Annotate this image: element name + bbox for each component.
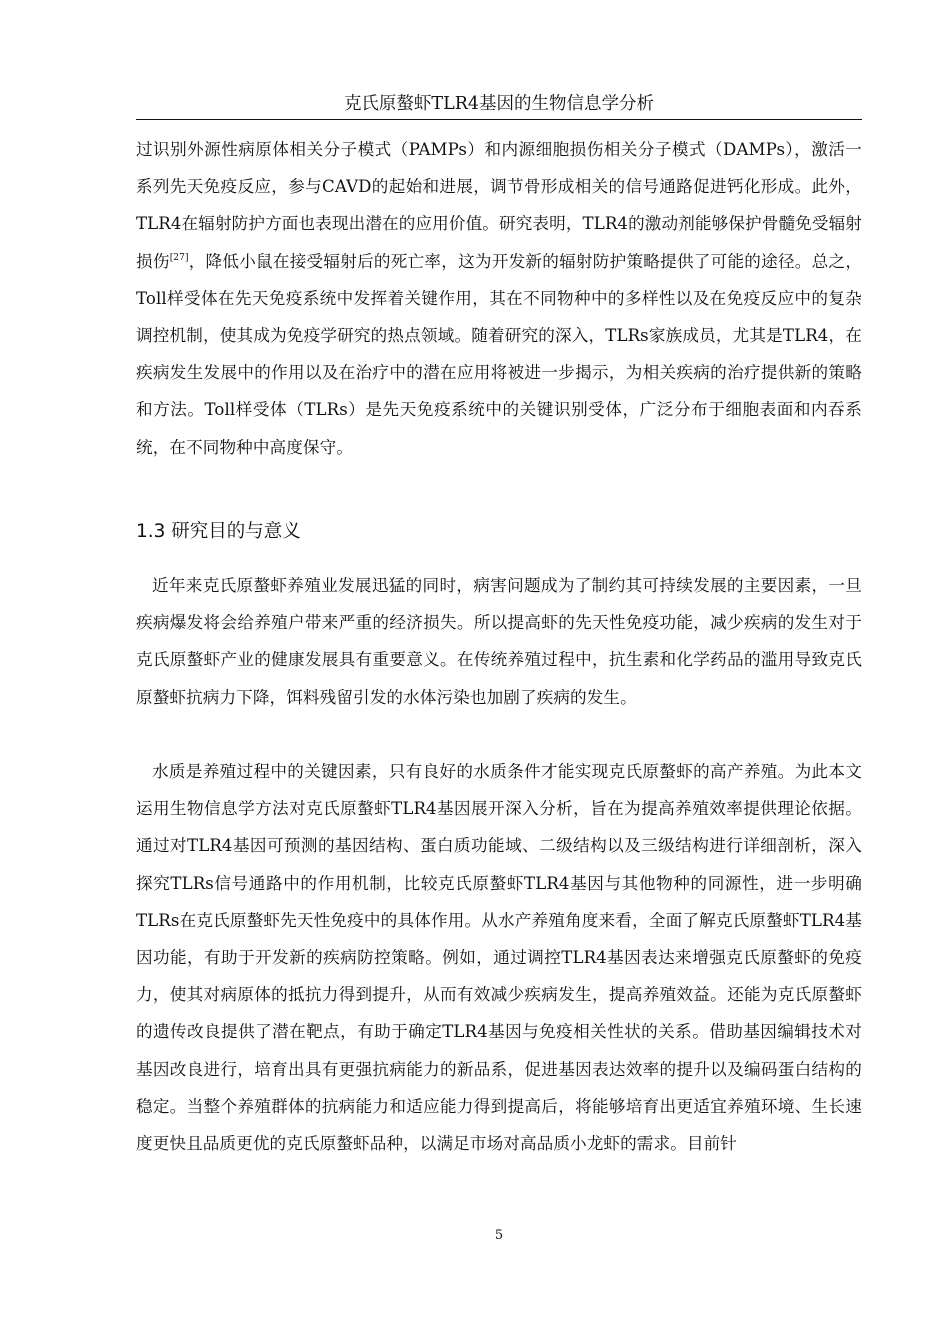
- paragraph-text: 近年来克氏原螯虾养殖业发展迅猛的同时，病害问题成为了制约其可持续发展的主要因素，一旦疾病爆发将会给养殖户带来严重的经济损失。所以提高虾的先天性免疫功能，减少疾病的发生对于克氏原螯虾产业的健康发展具有重要意义。在传统养殖过程中，抗生素和化学药品的滥用导致克氏原螯虾抗病力下降，饵料残留引发的水体污染也加剧了疾病的发生。: [136, 576, 862, 707]
- body-paragraph-purpose: [136, 567, 862, 716]
- paragraph-text-part1: 过识别外源性病原体相关分子模式（PAMPs）和内源细胞损伤相关分子模式（DAMPs），激活一系列先天免疫反应，参与CAVD的起始和进展，调节骨形成相关的信号通路促进钙化形成。此外，TLR4在辐射防护方面也表现出潜在的应用价值。研究表明，TLR4的激动剂能够保护骨髓免受辐射损伤: [136, 140, 862, 271]
- citation-reference: [27]: [169, 252, 189, 263]
- section-heading: 1.3 研究目的与意义: [136, 521, 301, 542]
- running-header-title: 克氏原螯虾TLR4基因的生物信息学分析: [343, 94, 655, 114]
- paragraph-text: [136, 131, 862, 466]
- header-divider: [136, 119, 862, 120]
- paragraph-text: 水质是养殖过程中的关键因素，只有良好的水质条件才能实现克氏原螯虾的高产养殖。为此本文运用生物信息学方法对克氏原螯虾TLR4基因展开深入分析，旨在为提高养殖效率提供理论依据。通过对TLR4基因可预测的基因结构、蛋白质功能域、二级结构以及三级结构进行详细剖析，深入探究TLRs信号通路中的作用机制，比较克氏原螯虾TLR4基因与其他物种的同源性，进一步明确TLRs在克氏原螯虾先天性免疫中的具体作用。从水产养殖角度来看，全面了解克氏原螯虾TLR4基因功能，有助于开发新的疾病防控策略。例如，通过调控TLR4基因表达来增强克氏原螯虾的免疫力，使其对病原体的抵抗力得到提升，从而有效减少疾病发生，提高养殖效益。还能为克氏原螯虾的遗传改良提供了潜在靶点，有助于确定TLR4基因与免疫相关性状的关系。借助基因编辑技术对基因改良进行，培育出具有更强抗病能力的新品系，促进基因表达效率的提升以及编码蛋白结构的稳定。当整个养殖群体的抗病能力和适应能力得到提高后，将能够培育出更适宜养殖环境、生长速度更快且品质更优的克氏原螯虾品种，以满足市场对高品质小龙虾的需求。目前针: [136, 762, 862, 1154]
- page-number: 5: [494, 1228, 504, 1243]
- body-paragraph-water-quality: [136, 753, 862, 1162]
- body-paragraph-intro-continued: [136, 131, 862, 466]
- paragraph-text-part2: ，降低小鼠在接受辐射后的死亡率，这为开发新的辐射防护策略提供了可能的途径。总之，Toll样受体在先天免疫系统中发挥着关键作用，其在不同物种中的多样性以及在免疫反应中的复杂调控机制，使其成为免疫学研究的热点领域。随着研究的深入，TLRs家族成员，尤其是TLR4，在疾病发生发展中的作用以及在治疗中的潜在应用将被进一步揭示，为相关疾病的治疗提供新的策略和方法。Toll样受体（TLRs）是先天免疫系统中的关键识别受体，广泛分布于细胞表面和内吞系统，在不同物种中高度保守。: [136, 251, 863, 457]
